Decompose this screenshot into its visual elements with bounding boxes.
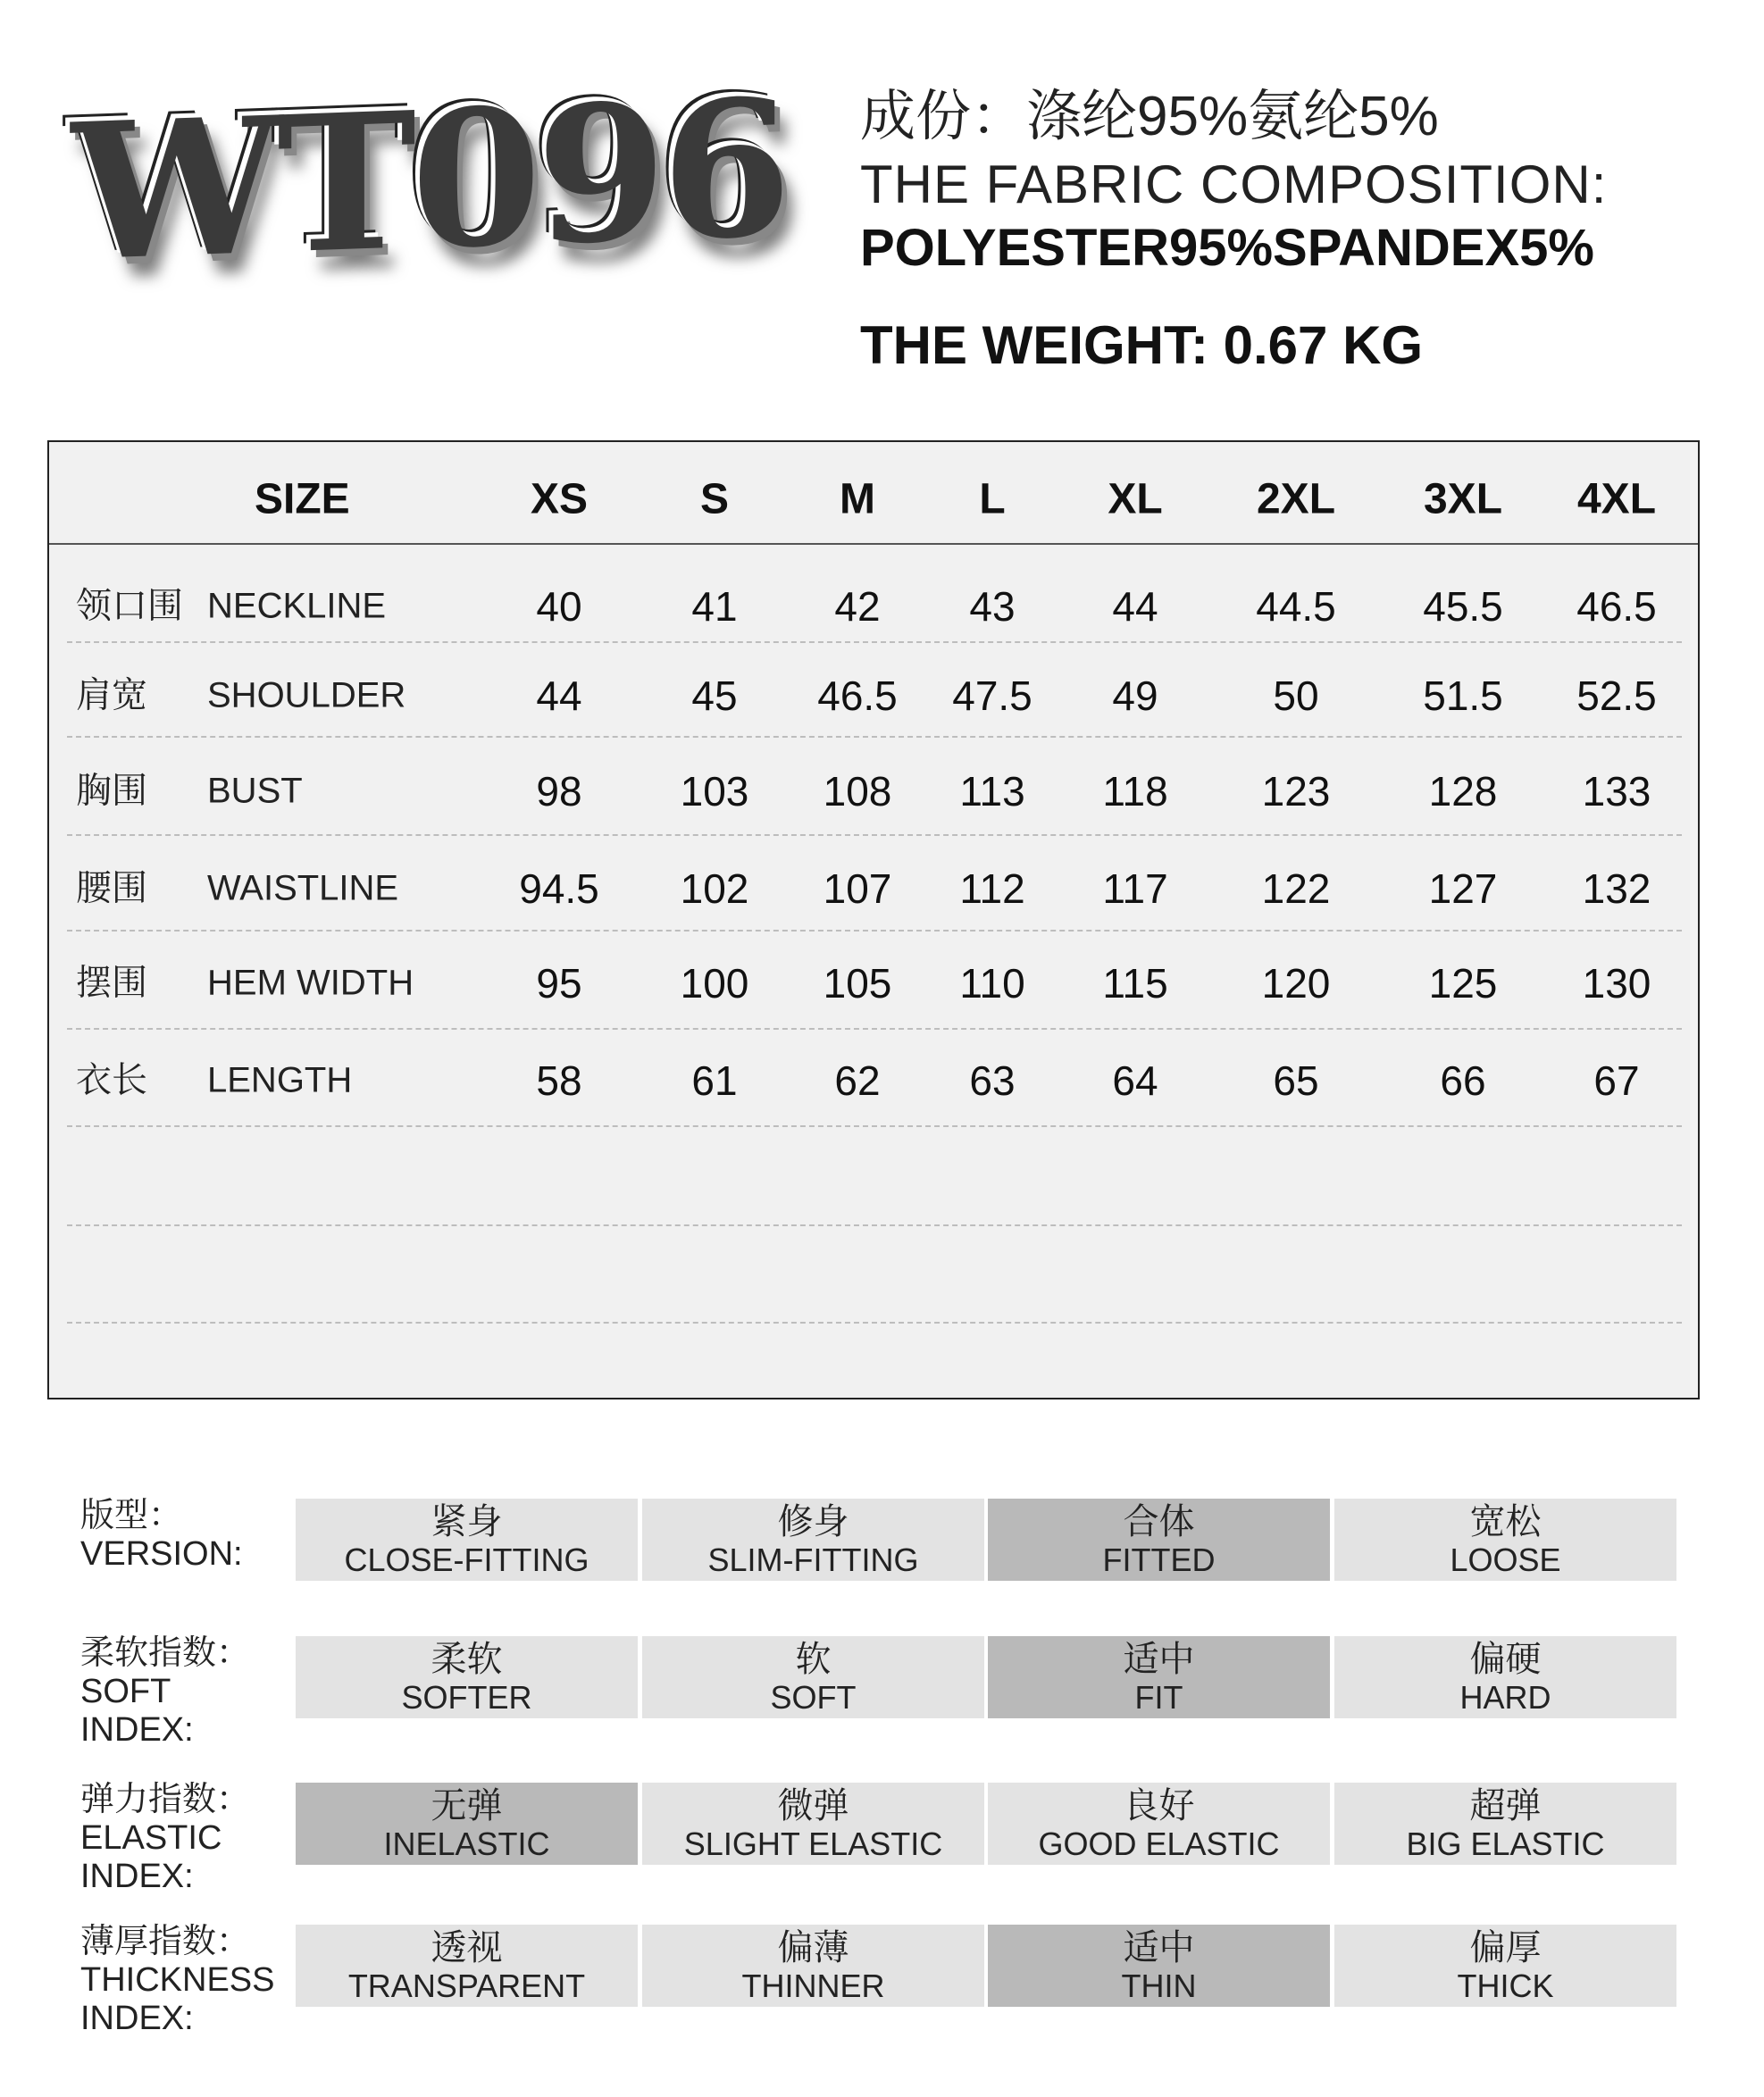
table-cell: 61 [691, 1057, 738, 1104]
table-cell: 52.5 [1576, 673, 1657, 719]
table-cell: 125 [1428, 960, 1498, 1007]
row-label-en: LENGTH [207, 1060, 353, 1100]
table-cell: 130 [1582, 960, 1651, 1007]
table-cell: 67 [1593, 1057, 1640, 1104]
option-label-cn: 合体 [1123, 1502, 1195, 1541]
index-label-line: 柔软指数： [80, 1634, 251, 1672]
table-cell: 98 [536, 768, 582, 815]
table-cell: 50 [1273, 673, 1319, 719]
table-cell: 118 [1102, 768, 1168, 815]
index-option-selected [296, 1783, 638, 1865]
table-cell: 132 [1582, 865, 1651, 912]
table-cell: 44 [1112, 583, 1158, 630]
index-option [642, 1636, 984, 1718]
index-option-selected [988, 1499, 1330, 1581]
composition-title: THE FABRIC COMPOSITION: [860, 155, 1608, 214]
index-label-line: SOFT [80, 1673, 171, 1710]
index-option [642, 1783, 984, 1865]
row-label-en: NECKLINE [207, 586, 387, 626]
index-label-line: 弹力指数： [80, 1781, 251, 1818]
table-cell: 128 [1428, 768, 1498, 815]
row-label-cn: 腰围 [76, 868, 147, 908]
index-option-selected [988, 1636, 1330, 1718]
size-header-s: S [699, 475, 730, 523]
option-label-cn: 偏薄 [777, 1928, 849, 1968]
index-option [642, 1499, 984, 1581]
index-label [80, 1634, 250, 1750]
option-label-en: FITTED [1102, 1541, 1216, 1578]
index-option [988, 1783, 1330, 1865]
size-table [47, 440, 1700, 1399]
table-cell: 94.5 [519, 865, 599, 912]
table-cell: 40 [536, 583, 582, 630]
size-header-2xl: 2XL [1256, 475, 1336, 523]
table-cell: 46.5 [1576, 583, 1657, 630]
size-header-l: L [979, 475, 1006, 523]
composition-value: POLYESTER95%SPANDEX5% [860, 219, 1594, 277]
option-label-cn: 软 [795, 1640, 832, 1679]
table-cell: 65 [1273, 1057, 1319, 1104]
table-cell: 108 [823, 768, 892, 815]
option-label-cn: 适中 [1123, 1928, 1195, 1968]
option-label-en: SOFT [770, 1679, 857, 1716]
index-label-line: THICKNESS [80, 1961, 275, 1999]
row-divider [67, 1028, 1682, 1030]
table-cell: 95 [536, 960, 582, 1007]
option-label-cn: 紧身 [431, 1502, 503, 1541]
table-cell: 105 [823, 960, 892, 1007]
table-cell: 49 [1112, 673, 1158, 719]
table-cell: 41 [691, 583, 738, 630]
option-label-cn: 无弹 [431, 1786, 503, 1825]
row-divider [67, 930, 1682, 932]
option-label-en: HARD [1459, 1679, 1551, 1716]
index-label-line: INDEX: [80, 2000, 194, 2037]
option-label-cn: 柔软 [431, 1640, 503, 1679]
table-cell: 107 [823, 865, 892, 912]
index-label [80, 1923, 274, 2038]
option-label-en: SLIM-FITTING [707, 1541, 919, 1578]
table-cell: 102 [680, 865, 749, 912]
table-cell: 58 [536, 1057, 582, 1104]
table-cell: 127 [1428, 865, 1498, 912]
row-divider [67, 1125, 1682, 1127]
table-cell: 100 [680, 960, 749, 1007]
table-cell: 42 [834, 583, 881, 630]
option-label-cn: 透视 [431, 1928, 503, 1968]
row-divider [67, 1224, 1682, 1226]
row-label-en: SHOULDER [207, 675, 406, 715]
index-label-line: 薄厚指数： [80, 1923, 251, 1960]
row-label-cn: 领口围 [76, 586, 183, 626]
brand-logo: WT096 [71, 57, 787, 304]
row-label-en: HEM WIDTH [207, 963, 414, 1003]
option-label-en: SLIGHT ELASTIC [683, 1825, 943, 1862]
index-label-line: INDEX: [80, 1711, 194, 1749]
table-cell: 46.5 [817, 673, 898, 719]
table-cell: 110 [959, 960, 1025, 1007]
option-label-en: SOFTER [401, 1679, 532, 1716]
table-cell: 103 [680, 768, 749, 815]
index-label [80, 1781, 250, 1896]
index-option [1334, 1636, 1676, 1718]
row-label-en: BUST [207, 771, 303, 811]
table-cell: 117 [1102, 865, 1168, 912]
size-header-xs: XS [530, 475, 589, 523]
table-cell: 64 [1112, 1057, 1158, 1104]
index-option [1334, 1783, 1676, 1865]
table-cell: 133 [1582, 768, 1651, 815]
row-divider [67, 834, 1682, 836]
option-label-en: THIN [1121, 1968, 1197, 2004]
option-label-en: THICK [1457, 1968, 1554, 2004]
index-option [642, 1925, 984, 2007]
option-label-en: INELASTIC [383, 1825, 550, 1862]
table-cell: 123 [1261, 768, 1331, 815]
option-label-en: LOOSE [1450, 1541, 1561, 1578]
table-cell: 66 [1440, 1057, 1486, 1104]
option-label-en: GOOD ELASTIC [1038, 1825, 1280, 1862]
table-cell: 51.5 [1423, 673, 1503, 719]
option-label-en: BIG ELASTIC [1406, 1825, 1605, 1862]
index-option [1334, 1499, 1676, 1581]
composition-cn: 成份：涤纶95%氨纶5% [860, 86, 1439, 147]
size-header-3xl: 3XL [1423, 475, 1503, 523]
index-label-line: INDEX: [80, 1858, 194, 1895]
table-cell: 44 [536, 673, 582, 719]
row-label-en: WAISTLINE [207, 868, 399, 908]
row-divider [67, 1322, 1682, 1324]
index-option [1334, 1925, 1676, 2007]
size-header-label: SIZE [255, 475, 350, 523]
index-label-line: VERSION: [80, 1535, 243, 1573]
option-label-en: CLOSE-FITTING [344, 1541, 589, 1578]
table-cell: 45.5 [1423, 583, 1503, 630]
option-label-cn: 超弹 [1469, 1786, 1542, 1825]
option-label-en: THINNER [741, 1968, 885, 2004]
index-label-line: 版型： [80, 1497, 183, 1534]
option-label-cn: 偏硬 [1469, 1640, 1542, 1679]
option-label-en: FIT [1134, 1679, 1183, 1716]
table-cell: 120 [1261, 960, 1331, 1007]
weight-info: THE WEIGHT: 0.67 KG [860, 315, 1424, 375]
option-label-cn: 适中 [1123, 1640, 1195, 1679]
row-divider [67, 736, 1682, 738]
table-cell: 43 [969, 583, 1016, 630]
row-label-cn: 摆围 [76, 963, 147, 1003]
index-option [296, 1636, 638, 1718]
option-label-cn: 微弹 [777, 1786, 849, 1825]
index-label [80, 1497, 243, 1574]
size-header-4xl: 4XL [1576, 475, 1657, 523]
index-option-selected [988, 1925, 1330, 2007]
size-header-xl: XL [1108, 475, 1163, 523]
table-cell: 45 [691, 673, 738, 719]
table-cell: 112 [959, 865, 1025, 912]
table-cell: 122 [1261, 865, 1331, 912]
index-option [296, 1499, 638, 1581]
row-divider [67, 641, 1682, 643]
table-cell: 47.5 [952, 673, 1032, 719]
option-label-en: TRANSPARENT [347, 1968, 586, 2004]
option-label-cn: 良好 [1123, 1786, 1195, 1825]
table-cell: 113 [959, 768, 1025, 815]
table-cell: 62 [834, 1057, 881, 1104]
table-cell: 63 [969, 1057, 1016, 1104]
option-label-cn: 偏厚 [1469, 1928, 1542, 1968]
index-label-line: ELASTIC [80, 1819, 222, 1857]
size-header-m: M [840, 475, 875, 523]
table-cell: 44.5 [1256, 583, 1336, 630]
table-cell: 115 [1102, 960, 1168, 1007]
row-label-cn: 胸围 [76, 771, 147, 811]
row-label-cn: 衣长 [76, 1060, 147, 1100]
row-label-cn: 肩宽 [76, 675, 147, 715]
option-label-cn: 修身 [777, 1502, 849, 1541]
index-option [296, 1925, 638, 2007]
size-header-row [49, 442, 1698, 545]
option-label-cn: 宽松 [1469, 1502, 1542, 1541]
